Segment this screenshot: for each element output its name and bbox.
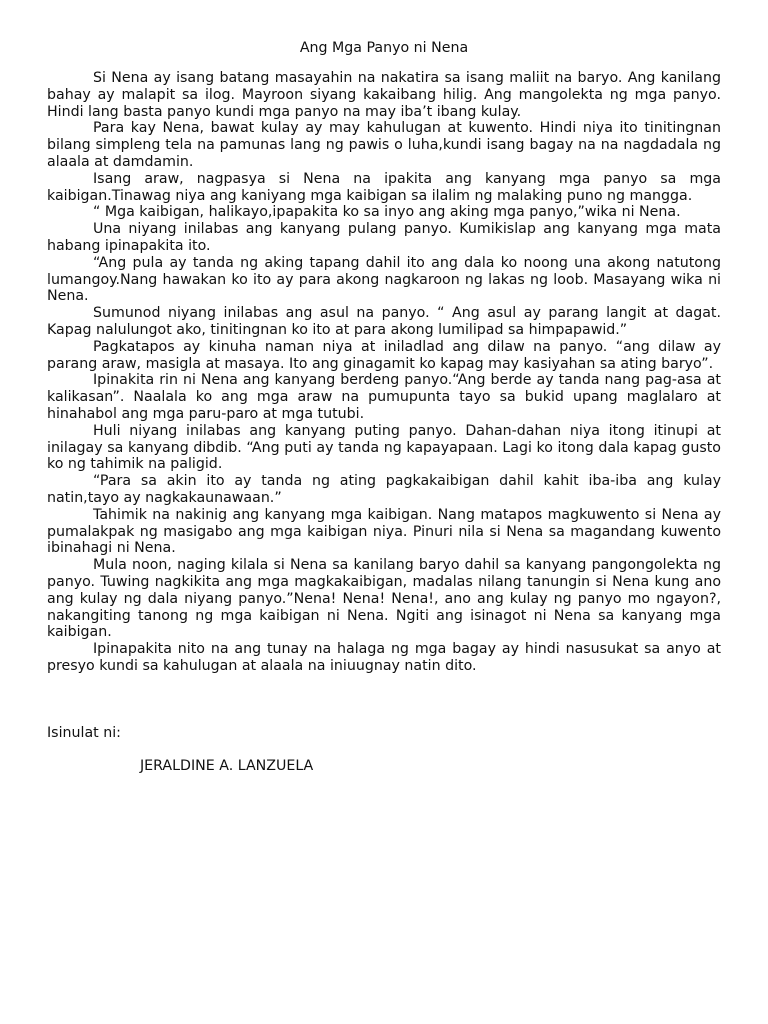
paragraph: “ Mga kaibigan, halikayo,ipapakita ko sa inyo ang aking mga panyo,”wika ni Nena. (93, 204, 681, 221)
paragraph: Para kay Nena, bawat kulay ay may kahulugan at kuwento. Hindi niya ito tinitingnan bilang simpleng tela na pamunas lang ng pawis o luha,kundi isang bagay na na nagdadala ng alaala at damdamin. (47, 120, 721, 170)
paragraph: Una niyang inilabas ang kanyang pulang panyo. Kumikislap ang kanyang mga mata habang ipinapakita ito. (47, 221, 721, 254)
paragraph: Ipinakita rin ni Nena ang kanyang berdeng panyo.“Ang berde ay tanda nang pag-asa at kalikasan”. Naalala ko ang mga araw na pumupunta tayo sa bukid upang maglalaro at hinahabol ang mga paru-paro at mga tutubi. (47, 372, 721, 422)
paragraph: Tahimik na nakinig ang kanyang mga kaibigan. Nang matapos magkuwento si Nena ay pumalakpak ng masigabo ang mga kaibigan niya. Pinuri nila si Nena sa magandang kuwento ibinahagi ni Nena. (47, 506, 721, 557)
document-page (47, 40, 721, 775)
paragraph: Isang araw, nagpasya si Nena na ipakita ang kanyang mga panyo sa mga kaibigan.Tinawag niya ang kaniyang mga kaibigan sa ilalim ng malaking puno ng mangga. (47, 170, 721, 204)
paragraph: “Para sa akin ito ay tanda ng ating pagkakaibigan dahil kahit iba-iba ang kulay natin,tayo ay nagkakaunawaan.” (47, 473, 721, 506)
written-by-label: Isinulat ni: (47, 724, 121, 741)
paragraph: Pagkatapos ay kinuha naman niya at iniladlad ang dilaw na panyo. “ang dilaw ay parang araw, masigla at masaya. Ito ang ginagamit ko kapag may kasiyahan sa ating baryo”. (47, 338, 721, 372)
paragraph: “Ang pula ay tanda ng aking tapang dahil ito ang dala ko noong una akong natutong lumangoy.Nang hawakan ko ito ay para akong nagkaroon ng lakas ng loob. Masayang wika ni Nena. (47, 254, 721, 305)
story-body (47, 70, 721, 675)
story-title: Ang Mga Panyo ni Nena (299, 40, 469, 56)
paragraph: Si Nena ay isang batang masayahin na nakatira sa isang maliit na baryo. Ang kanilang bahay ay malapit sa ilog. Mayroon siyang kakaibang hilig. Ang mangolekta ng mga panyo. Hindi lang basta panyo kundi mga panyo na may iba’t ibang kulay. (47, 70, 721, 120)
author-name: JERALDINE A. LANZUELA (140, 757, 314, 774)
paragraph: Huli niyang inilabas ang kanyang puting panyo. Dahan-dahan niya itong itinupi at inilagay sa kanyang dibdib. “Ang puti ay tanda ng kapayapaan. Lagi ko itong dala kapag gusto ko ng tahimik na paligid. (47, 422, 721, 473)
paragraph: Sumunod niyang inilabas ang asul na panyo. “ Ang asul ay parang langit at dagat. Kapag nalulungot ako, tinitingnan ko ito at para akong lumilipad sa himpapawid.” (47, 305, 721, 338)
byline (47, 725, 721, 775)
paragraph: Mula noon, naging kilala si Nena sa kanilang baryo dahil sa kanyang pangongolekta ng panyo. Tuwing nagkikita ang mga magkakaibigan, madalas nilang tanungin si Nena kung ano ang kulay ng dala niyang panyo.”Nena! Nena! Nena!, ano ang kulay ng panyo mo ngayon?, nakangiting tanong ng mga kaibigan ni Nena. Ngiti ang isinagot ni Nena sa kanyang mga kaibigan. (47, 557, 721, 641)
paragraph: Ipinapakita nito na ang tunay na halaga ng mga bagay ay hindi nasusukat sa anyo at presyo kundi sa kahulugan at alaala na iniuugnay natin dito. (47, 641, 721, 674)
